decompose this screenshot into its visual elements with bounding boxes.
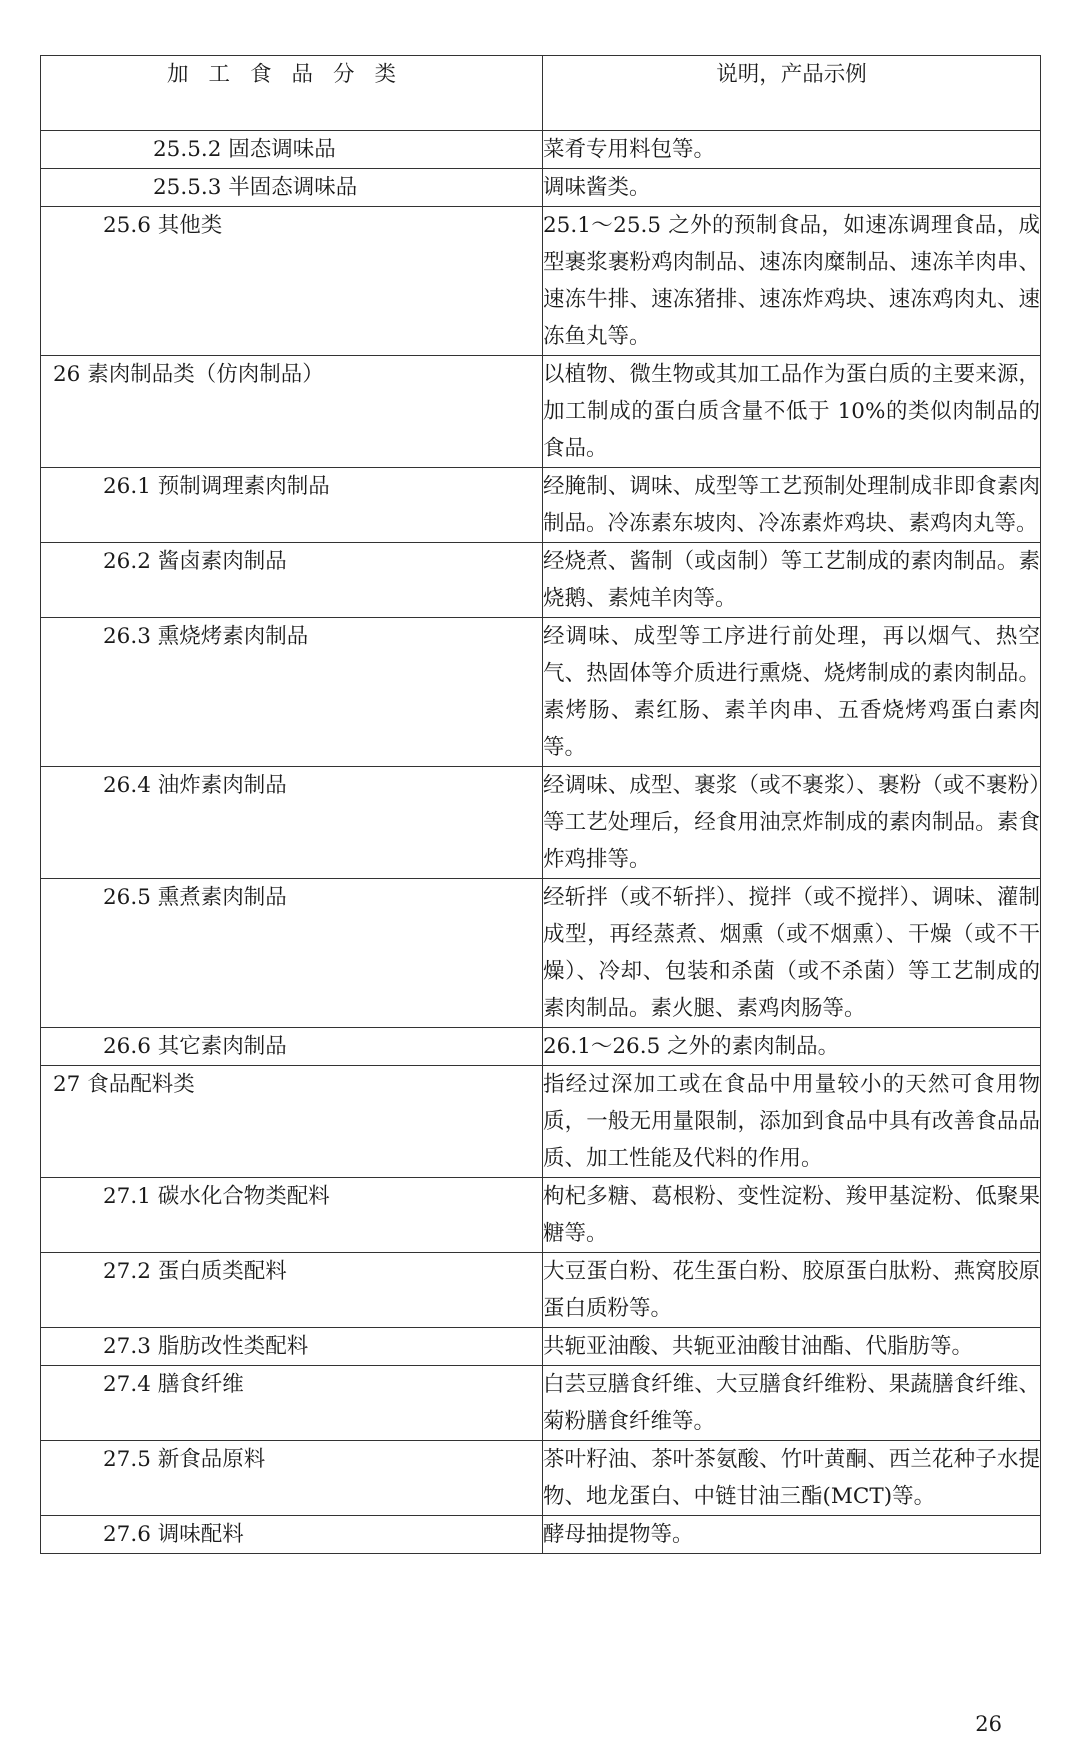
description-cell: 经腌制、调味、成型等工艺预制处理制成非即食素肉制品。冷冻素东坡肉、冷冻素炸鸡块、素鸡肉丸等。	[543, 468, 1041, 543]
category-cell: 27.4 膳食纤维	[41, 1366, 543, 1441]
description-cell: 调味酱类。	[543, 169, 1041, 207]
description-cell: 枸杞多糖、葛根粉、变性淀粉、羧甲基淀粉、低聚果糖等。	[543, 1178, 1041, 1253]
category-cell: 26 素肉制品类（仿肉制品）	[41, 356, 543, 468]
description-cell: 经斩拌（或不斩拌）、搅拌（或不搅拌）、调味、灌制成型，再经蒸煮、烟熏（或不烟熏）、干燥（或不干燥）、冷却、包装和杀菌（或不杀菌）等工艺制成的素肉制品。素火腿、素鸡肉肠等。	[543, 879, 1041, 1028]
category-cell: 26.4 油炸素肉制品	[41, 767, 543, 879]
description-cell: 以植物、微生物或其加工品作为蛋白质的主要来源，加工制成的蛋白质含量不低于 10%的类似肉制品的食品。	[543, 356, 1041, 468]
category-cell: 25.6 其他类	[41, 207, 543, 356]
description-cell: 茶叶籽油、茶叶茶氨酸、竹叶黄酮、西兰花种子水提物、地龙蛋白、中链甘油三酯(MCT)等。	[543, 1441, 1041, 1516]
table-row	[41, 1328, 1041, 1366]
table-row	[41, 169, 1041, 207]
description-cell: 25.1～25.5 之外的预制食品，如速冻调理食品，成型裹浆裹粉鸡肉制品、速冻肉糜制品、速冻羊肉串、速冻牛排、速冻猪排、速冻炸鸡块、速冻鸡肉丸、速冻鱼丸等。	[543, 207, 1041, 356]
food-classification-table	[40, 55, 1041, 1554]
description-cell: 经烧煮、酱制（或卤制）等工艺制成的素肉制品。素烧鹅、素炖羊肉等。	[543, 543, 1041, 618]
table-row	[41, 1441, 1041, 1516]
category-cell: 26.1 预制调理素肉制品	[41, 468, 543, 543]
category-cell: 27.6 调味配料	[41, 1516, 543, 1554]
category-cell: 27.1 碳水化合物类配料	[41, 1178, 543, 1253]
category-cell: 26.3 熏烧烤素肉制品	[41, 618, 543, 767]
table-header-row	[41, 56, 1041, 131]
table-row	[41, 468, 1041, 543]
table-row	[41, 1066, 1041, 1178]
category-cell: 27.5 新食品原料	[41, 1441, 543, 1516]
category-cell: 27 食品配料类	[41, 1066, 543, 1178]
table-row	[41, 131, 1041, 169]
table-row	[41, 879, 1041, 1028]
header-description: 说明，产品示例	[543, 56, 1041, 131]
page-number: 26	[975, 1712, 1002, 1736]
category-cell: 27.2 蛋白质类配料	[41, 1253, 543, 1328]
description-cell: 指经过深加工或在食品中用量较小的天然可食用物质，一般无用量限制，添加到食品中具有改善食品品质、加工性能及代料的作用。	[543, 1066, 1041, 1178]
category-cell: 26.5 熏煮素肉制品	[41, 879, 543, 1028]
description-cell: 经调味、成型等工序进行前处理，再以烟气、热空气、热固体等介质进行熏烧、烧烤制成的素肉制品。素烤肠、素红肠、素羊肉串、五香烧烤鸡蛋白素肉等。	[543, 618, 1041, 767]
table-row	[41, 356, 1041, 468]
category-cell: 27.3 脂肪改性类配料	[41, 1328, 543, 1366]
table-row	[41, 1178, 1041, 1253]
description-cell: 菜肴专用料包等。	[543, 131, 1041, 169]
table-row	[41, 543, 1041, 618]
table-row	[41, 207, 1041, 356]
table-row	[41, 767, 1041, 879]
table-row	[41, 1253, 1041, 1328]
table-row	[41, 1366, 1041, 1441]
category-cell: 25.5.3 半固态调味品	[41, 169, 543, 207]
table-row	[41, 1516, 1041, 1554]
header-category: 加工食品分类	[41, 56, 543, 131]
description-cell: 经调味、成型、裹浆（或不裹浆）、裹粉（或不裹粉）等工艺处理后，经食用油烹炸制成的素肉制品。素食炸鸡排等。	[543, 767, 1041, 879]
description-cell: 共轭亚油酸、共轭亚油酸甘油酯、代脂肪等。	[543, 1328, 1041, 1366]
description-cell: 酵母抽提物等。	[543, 1516, 1041, 1554]
description-cell: 大豆蛋白粉、花生蛋白粉、胶原蛋白肽粉、燕窝胶原蛋白质粉等。	[543, 1253, 1041, 1328]
category-cell: 26.6 其它素肉制品	[41, 1028, 543, 1066]
table-body	[41, 131, 1041, 1554]
category-cell: 25.5.2 固态调味品	[41, 131, 543, 169]
table-row	[41, 1028, 1041, 1066]
category-cell: 26.2 酱卤素肉制品	[41, 543, 543, 618]
table-row	[41, 618, 1041, 767]
description-cell: 白芸豆膳食纤维、大豆膳食纤维粉、果蔬膳食纤维、菊粉膳食纤维等。	[543, 1366, 1041, 1441]
description-cell: 26.1～26.5 之外的素肉制品。	[543, 1028, 1041, 1066]
